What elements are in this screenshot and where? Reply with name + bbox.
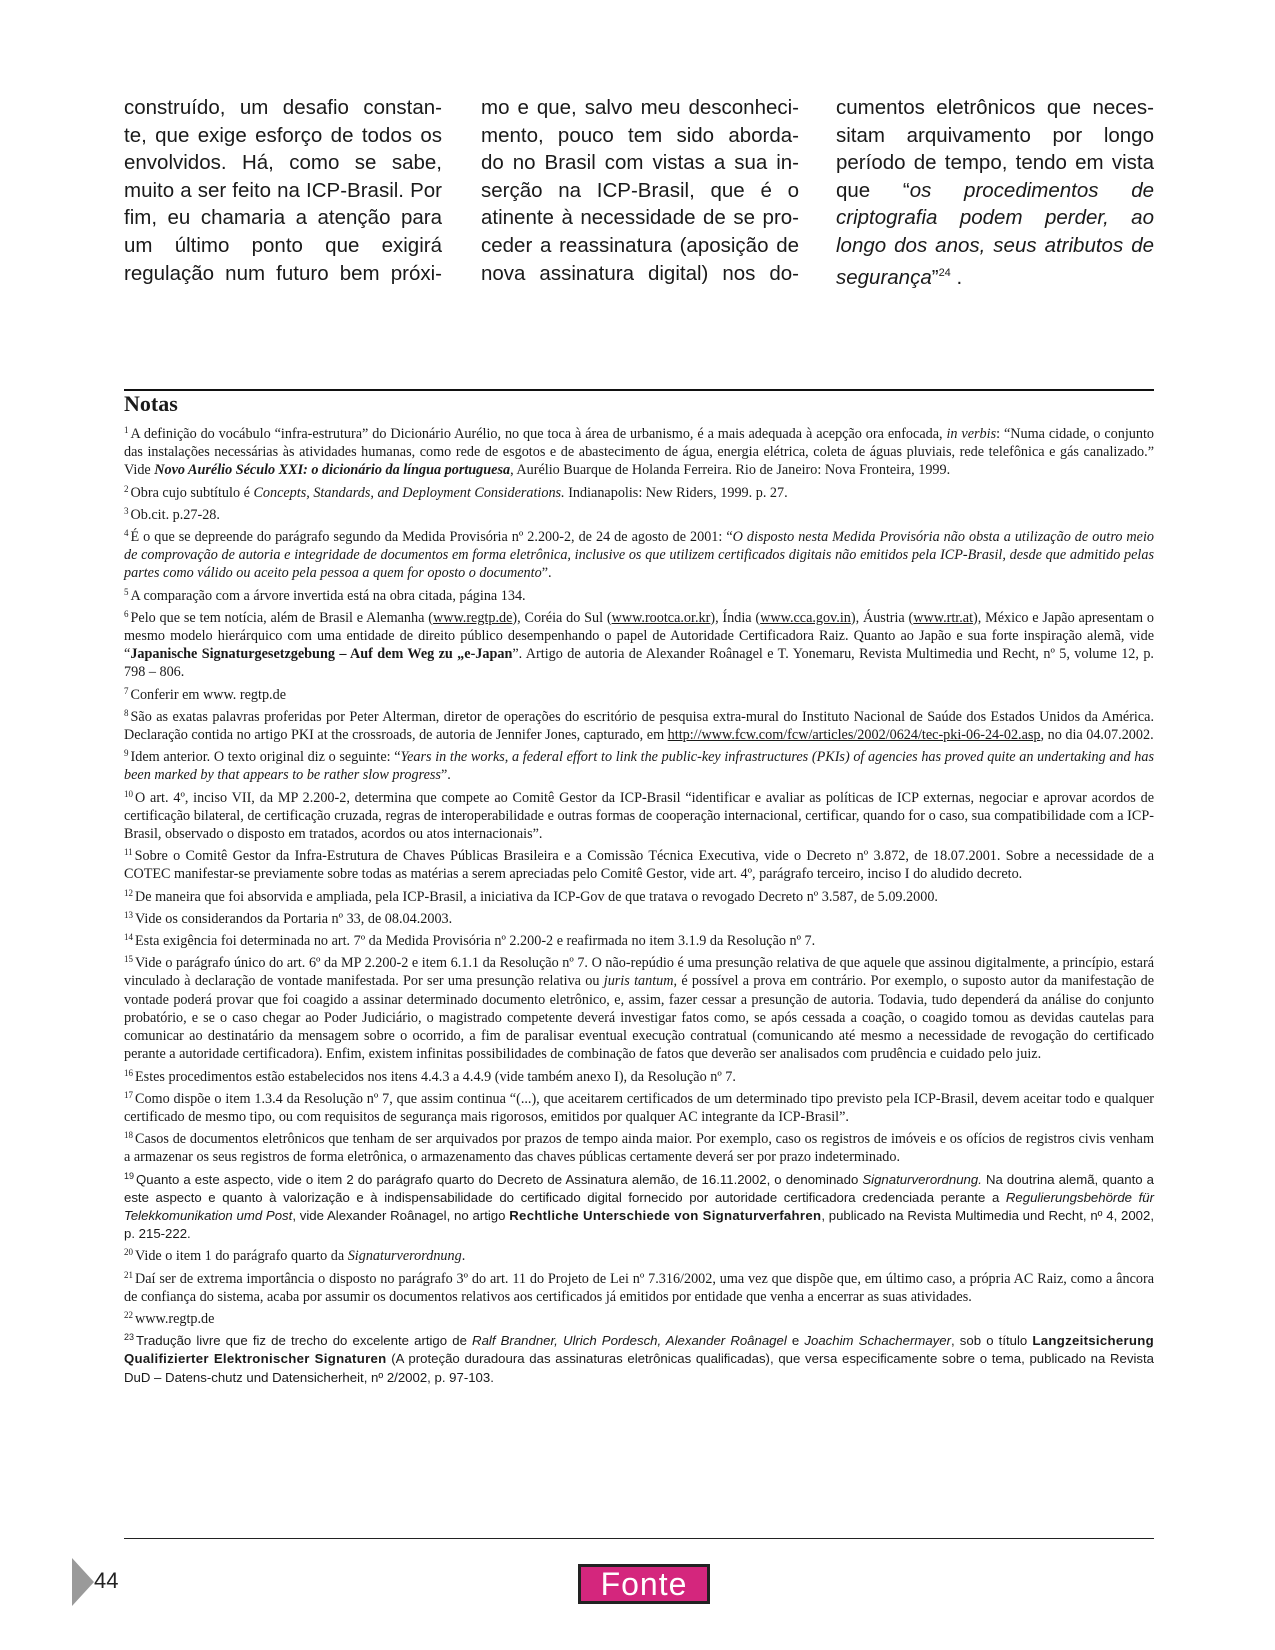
footnote-text: O art. 4º, inciso VII, da MP 2.200-2, determina que compete ao Comitê Gestor da ICP-Brasil “identificar e avaliar as políticas de ICP externas, negociar e aprovar acordos de certificação bilateral, de certificação cruzada, regras de interoperabilidade e outras formas de cooperação internacional, certificar, quando for o caso, sua compatibilidade com a ICP-Brasil, observado o disposto em tratados, acordos ou atos internacionais”. bbox=[124, 789, 1154, 843]
text-line bbox=[836, 204, 1154, 232]
footnote-number: 15 bbox=[124, 954, 133, 965]
footnote-number: 2 bbox=[124, 483, 129, 494]
footnote-text: Pelo que se tem notícia, além de Brasil e Alemanha ( bbox=[130, 609, 433, 626]
footnote-text: Sobre o Comitê Gestor da Infra-Estrutura de Chaves Públicas Brasileira e a Comissão Técnica Executiva, vide o Decreto nº 3.872, de 18.07.2001. Sobre a necessidade de a COTEC manifestar-se previamente sobre todas as matérias a serem apreciadas pelo Comitê Gestor, vide art. 4º, parágrafo terceiro, inciso I do aludido decreto. bbox=[124, 848, 1154, 883]
footnote-text: www.regtp.de bbox=[135, 1310, 215, 1327]
footnote bbox=[124, 524, 1154, 583]
footnote-text: Na doutrina alemã, quanto a este aspecto e quanto à valorização e à indispensabilidade do certificado digital fornecido por autoridade certificadora credenciada perante a bbox=[124, 1171, 1154, 1205]
notes-heading: Notas bbox=[124, 391, 178, 416]
footnote-text: (A proteção duradoura das assinaturas eletrônicas qualificadas), que versa especificamente sobre o tema, publicado na Revista DuD – Datens-chutz und Datensicherheit, nº 2/2002, p. 97-103. bbox=[124, 1351, 1154, 1385]
book-title: Novo Aurélio Século XXI: o dicionário da língua portuguesa bbox=[154, 462, 511, 479]
footnote-italic: Signaturverordnung. bbox=[862, 1171, 982, 1187]
footnote bbox=[124, 605, 1154, 682]
footnote-text: Vide os considerandos da Portaria nº 33, de 08.04.2003. bbox=[135, 910, 453, 927]
footnote-text: ), Índia ( bbox=[710, 609, 761, 626]
text-line: fim, eu chamaria a atenção para bbox=[124, 206, 442, 230]
footnote-number: 6 bbox=[124, 608, 129, 619]
quote-close: ” bbox=[931, 265, 939, 289]
footnote-text: ”. Artigo de autoria de Alexander Roânagel e T. Yonemaru, Revista Multimedia und Recht, nº 5, volume 12, p. 798 – 806. bbox=[124, 646, 1154, 681]
quote-text: criptografia podem perder, ao bbox=[836, 206, 1154, 230]
footnote-text: É o que se depreende do parágrafo segundo da Medida Provisória nº 2.200-2, de 24 de agosto de 2001: “ bbox=[130, 529, 733, 546]
footnote-text: São as exatas palavras proferidas por Peter Alterman, diretor de operações do escritório de pesquisa extra-mural do Instituto Nacional de Saúde dos Estados Unidos da América. Declaração contida no artigo PKI at the crossroads, de autoria de Jennifer Jones, capturado, em bbox=[124, 708, 1154, 744]
footnote bbox=[124, 1243, 1154, 1265]
footnote-text: Casos de documentos eletrônicos que tenham de ser arquivados por prazos de tempo ainda maior. Por exemplo, caso os registros de imóveis e os ofícios de registros civis venham a armazenar os seus registros de forma eletrônica, o armazenamento das chaves públicas certamente deverá ser por prazo indeterminado. bbox=[124, 1131, 1154, 1166]
footnote-text: Quanto a este aspecto, vide o item 2 do parágrafo quarto do Decreto de Assinatura alemão, de 16.11.2002, o denominado bbox=[136, 1171, 859, 1187]
footer-rule bbox=[124, 1538, 1154, 1539]
footnote-text: , publicado na Revista Multimedia und Recht, nº 4, 2002, p. 215-222. bbox=[124, 1207, 1155, 1242]
footnote-number: 21 bbox=[124, 1269, 133, 1280]
page-marker-icon bbox=[72, 1558, 94, 1606]
footnote-number: 17 bbox=[124, 1089, 133, 1100]
footnote-number: 13 bbox=[124, 909, 133, 920]
text-line: sitam arquivamento por longo bbox=[836, 123, 1154, 147]
footnote-italic: juris tantum bbox=[603, 973, 674, 990]
footnote bbox=[124, 480, 1154, 502]
footnote-text: ”. bbox=[541, 565, 552, 582]
footnote bbox=[124, 785, 1154, 844]
footnote bbox=[124, 1126, 1154, 1166]
footnote-number: 18 bbox=[124, 1130, 133, 1141]
footnote-text: Esta exigência foi determinada no art. 7º da Medida Provisória nº 2.200-2 e reafirmada no item 3.1.9 da Resolução nº 7. bbox=[135, 933, 816, 950]
text-line: muito a ser feito na ICP-Brasil. Por bbox=[124, 178, 442, 202]
text-fragment: que “ bbox=[836, 178, 910, 202]
footnotes bbox=[124, 421, 1154, 1387]
footnote-number: 20 bbox=[124, 1247, 133, 1258]
footnote bbox=[124, 1306, 1154, 1328]
link-cca[interactable]: www.cca.gov.in bbox=[760, 609, 851, 626]
footnote-number: 8 bbox=[124, 707, 129, 718]
article-title: Rechtliche Unterschiede von Signaturverfahren bbox=[509, 1207, 822, 1223]
footnote-text: De maneira que foi absorvida e ampliada, pela ICP-Brasil, a iniciativa da ICP-Gov de que tratava o revogado Decreto nº 3.587, de 5.09.2000. bbox=[135, 888, 938, 905]
footnote bbox=[124, 906, 1154, 928]
link-fcw[interactable]: http://www.fcw.com/fcw/articles/2002/0624/tec-pki-06-24-02.asp bbox=[667, 727, 1041, 744]
footnote-number: 9 bbox=[124, 748, 129, 759]
footnote-italic: Concepts, Standards, and Deployment Considerations. bbox=[253, 484, 565, 501]
text-line: ceder a reassinatura (aposição de bbox=[481, 233, 799, 257]
footnote-text: Vide o parágrafo único do art. 6º da MP 2.200-2 e item 6.1.1 da Resolução nº 7. O não-repúdio é uma presunção relativa de que aquele que assinou digitalmente, a princípio, estará vinculado à declaração de vontade manifestada. Por ser uma presunção relativa ou bbox=[124, 955, 1154, 990]
link-rootca[interactable]: www.rootca.or.kr bbox=[611, 609, 711, 626]
footnote-text: . bbox=[461, 1248, 466, 1265]
footnote-italic: Ralf Brandner, Ulrich Pordesch, Alexander Roânagel bbox=[472, 1333, 787, 1349]
footnote-number: 19 bbox=[124, 1170, 135, 1181]
footnote-ref: 24 bbox=[938, 266, 951, 279]
footnote bbox=[124, 744, 1154, 784]
footnote-number: 14 bbox=[124, 932, 133, 943]
body-column-2 bbox=[481, 94, 799, 287]
footnote-text: Como dispõe o item 1.3.4 da Resolução nº 7, que assim continua “(...), que aceitarem certificados de um determinado tipo previsto pela ICP-Brasil, devem aceitar todo e qualquer certificado de mesmo tipo, ou com requisitos de segurança mais rigorosos, emitidos por qualquer AC integrante da ICP-Brasil”. bbox=[124, 1090, 1154, 1125]
quote-text: longo dos anos, seus atributos de bbox=[836, 233, 1154, 257]
footnote bbox=[124, 1266, 1154, 1306]
magazine-logo: Fonte bbox=[578, 1564, 710, 1604]
text-line: atinente à necessidade de se pro- bbox=[481, 206, 799, 230]
footnote-number: 5 bbox=[124, 586, 129, 597]
text-line bbox=[836, 260, 1154, 292]
text-line: regulação num futuro bem próxi- bbox=[124, 261, 442, 285]
footnote-text: ”. bbox=[440, 767, 451, 784]
footnote bbox=[124, 1064, 1154, 1086]
body-column-3 bbox=[836, 94, 1154, 291]
footnote-italic: in verbis bbox=[946, 426, 997, 442]
footnote bbox=[124, 682, 1154, 704]
footnote-text: ), Coréia do Sul ( bbox=[512, 609, 612, 626]
text-line: serção na ICP-Brasil, que é o bbox=[481, 178, 799, 202]
footnote-number: 22 bbox=[124, 1309, 133, 1320]
footnote-text: A comparação com a árvore invertida está na obra citada, página 134. bbox=[130, 587, 526, 604]
footnote-text: Conferir em www. regtp.de bbox=[130, 686, 286, 703]
text-line: nova assinatura digital) nos do- bbox=[481, 261, 799, 285]
footnote-text: Daí ser de extrema importância o disposto no parágrafo 3º do art. 11 do Projeto de Lei nº 7.316/2002, uma vez que dispõe que, em último caso, a própria AC Raiz, como a âncora de confiança do sistema, acaba por assumir os documentos relativos aos certificados já emitidos por entidade que venha a encerrar as suas atividades. bbox=[124, 1270, 1154, 1305]
footnote bbox=[124, 928, 1154, 950]
footnote-text: Vide o item 1 do parágrafo quarto da bbox=[135, 1248, 345, 1265]
footnote-number: 23 bbox=[124, 1332, 135, 1343]
footnote bbox=[124, 421, 1154, 480]
page-number: 44 bbox=[94, 1568, 119, 1593]
body-columns bbox=[124, 94, 1154, 294]
footnote-number: 7 bbox=[124, 685, 129, 696]
footnote-text: ), México e Japão apresentam o mesmo modelo hierárquico com uma entidade de direito público desempenhando o papel de Autoridade Certificadora Raiz. Quanto ao Japão e sua forte inspiração alemã, vide “ bbox=[124, 609, 1154, 663]
footnote bbox=[124, 884, 1154, 906]
footnote-italic: Years in the works, a federal effort to link the public-key infrastructures (PKIs) of agencies has proved quite an undertaking and has been marked by that appears to be rather slow progress bbox=[124, 749, 1154, 784]
footnote bbox=[124, 950, 1154, 1063]
article-title: Langzeitsicherung Qualifizierter Elektronischer Signaturen bbox=[124, 1333, 1154, 1367]
quote-text: os procedimentos de bbox=[909, 178, 1154, 202]
article-title: Japanische Signaturgesetzgebung – Auf dem Weg zu „e-Japan bbox=[130, 646, 513, 663]
footnote-text: Tradução livre que fiz de trecho do excelente artigo de bbox=[136, 1333, 467, 1349]
footnote bbox=[124, 1086, 1154, 1126]
link-regtp[interactable]: www.regtp.de bbox=[432, 609, 513, 626]
footnote-text: , vide Alexander Roânagel, no artigo bbox=[292, 1207, 506, 1223]
footnote bbox=[124, 1167, 1154, 1244]
text-line bbox=[836, 177, 1154, 205]
body-column-1 bbox=[124, 94, 442, 287]
footnote-italic: Joachim Schachermayer bbox=[804, 1333, 951, 1349]
footnote-number: 3 bbox=[124, 505, 129, 516]
footnote-number: 12 bbox=[124, 887, 133, 898]
footnote-text: , Aurélio Buarque de Holanda Ferreira. Rio de Janeiro: Nova Fronteira, 1999. bbox=[510, 462, 951, 479]
text-line: envolvidos. Há, como se sabe, bbox=[124, 151, 442, 175]
footnote-text: Indianapolis: New Riders, 1999. p. 27. bbox=[568, 484, 788, 501]
footnote-text: ), Áustria ( bbox=[850, 609, 914, 626]
text-line: cumentos eletrônicos que neces- bbox=[836, 96, 1154, 119]
footnote-text: , é possível a prova em contrário. Por exemplo, o suposto autor da manifestação de vontade poderá provar que foi coagido a assinar determinado documento eletrônico, e, assim, fazer cessar a presunção de autoria. Todavia, tudo dependerá da análise do conjunto probatório, e se o caso chegar ao Poder Judiciário, o magistrado competente deverá investigar fatos como, se após cessada a coação, o coagido tomou as devidas cautelas para comunicar ao destinatário da mensagem sobre o ocorrido, a fim de paralisar eventual execução contratual (comunicando até mesmo a necessidade de revogação do certificado perante a autoridade certificadora). Enfim, existem infinitas possibilidades de combinação de fatos que deverão ser analisados com prudência e cuidado pelo juiz. bbox=[124, 973, 1154, 1063]
text-line: período de tempo, tendo em vista bbox=[836, 151, 1154, 175]
footnote-number: 4 bbox=[124, 528, 129, 539]
text-fragment: . bbox=[956, 265, 963, 289]
footnote-text: Ob.cit. p.27-28. bbox=[130, 506, 220, 523]
footnote-number: 1 bbox=[124, 425, 129, 435]
footnote-text: : “Numa cidade, o conjunto das instalações necessárias às atividades humanas, como rede de esgotos e de abastecimento de água, energia elétrica, coleta de águas pluviais, rede telefônica e gás canalizado.” Vide bbox=[124, 426, 1154, 479]
text-line: construído, um desafio constan- bbox=[124, 96, 442, 119]
footnote bbox=[124, 502, 1154, 524]
text-line bbox=[836, 232, 1154, 260]
notes-rule bbox=[124, 389, 1154, 391]
footnote bbox=[124, 843, 1154, 883]
footnote-number: 10 bbox=[124, 788, 133, 799]
footnote-italic: O disposto nesta Medida Provisória não obsta a utilização de outro meio de comprovação de autoria e integridade de documentos em forma eletrônica, inclusive os que utilizem certificados digitais não emitidos pela ICP-Brasil, desde que admitido pelas partes como válido ou aceito pela pessoa a quem for oposto o documento bbox=[124, 529, 1154, 582]
footnote bbox=[124, 704, 1154, 744]
text-line: te, que exige esforço de todos os bbox=[124, 123, 442, 147]
footnote bbox=[124, 583, 1154, 605]
text-line: mo e que, salvo meu desconheci- bbox=[481, 96, 799, 119]
footnote-number: 11 bbox=[124, 847, 133, 858]
footnote-text: , sob o título bbox=[951, 1333, 1028, 1349]
link-rtr[interactable]: www.rtr.at bbox=[913, 609, 974, 626]
footnote-text: A definição do vocábulo “infra-estrutura” do Dicionário Aurélio, no que toca à área de urbanismo, é a mais adequada à acepção ora enfocada, bbox=[130, 426, 943, 442]
footnote-italic: Regulierungsbehörde für Telekkomunikation umd Post bbox=[124, 1189, 1154, 1223]
footnote-italic: Signaturverordnung bbox=[347, 1248, 462, 1265]
footnote-text: e bbox=[791, 1333, 800, 1349]
footnote-number: 16 bbox=[124, 1067, 133, 1078]
footnote-text: Obra cujo subtítulo é bbox=[130, 484, 250, 501]
text-line: mento, pouco tem sido aborda- bbox=[481, 123, 799, 147]
text-line: um último ponto que exigirá bbox=[124, 233, 442, 257]
footnote-text: , no dia 04.07.2002. bbox=[1040, 727, 1154, 744]
footnote bbox=[124, 1328, 1154, 1387]
footnote-text: Idem anterior. O texto original diz o seguinte: “ bbox=[130, 749, 401, 766]
quote-text: segurança bbox=[836, 265, 932, 289]
text-line: do no Brasil com vistas a sua in- bbox=[481, 151, 799, 175]
footnote-text: Estes procedimentos estão estabelecidos nos itens 4.4.3 a 4.4.9 (vide também anexo I), da Resolução nº 7. bbox=[135, 1068, 736, 1085]
